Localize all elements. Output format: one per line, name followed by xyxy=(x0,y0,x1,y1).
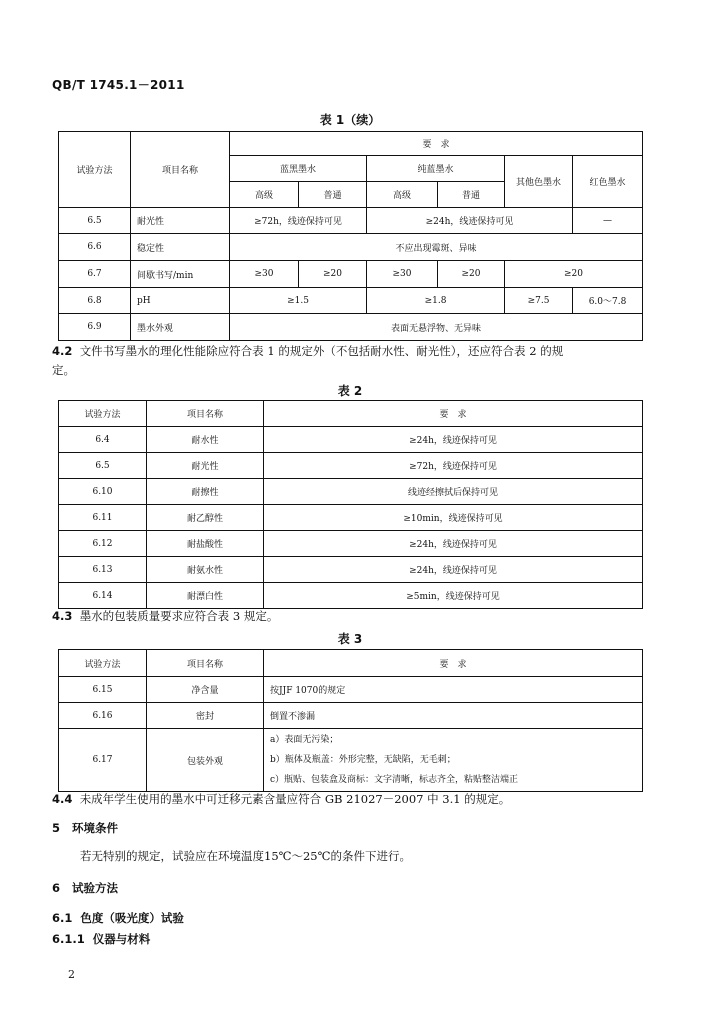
cell-req: 按JJF 1070的规定 xyxy=(264,677,643,703)
cell-method: 6.7 xyxy=(59,261,131,288)
section-title: 试验方法 xyxy=(72,881,119,895)
cell-method: 6.13 xyxy=(59,557,147,583)
cell-method: 6.12 xyxy=(59,531,147,557)
cell-item: 耐水性 xyxy=(147,427,264,453)
cell-item: 包装外观 xyxy=(147,729,264,792)
t1-head-normal: 普通 xyxy=(438,182,505,208)
section-6-heading xyxy=(52,880,118,896)
cell-item: 耐光性 xyxy=(147,453,264,479)
cell-req: ≥7.5 xyxy=(505,288,573,314)
cell-item: 耐氨水性 xyxy=(147,557,264,583)
cell-req: ≥24h，线迹保持可见 xyxy=(264,427,643,453)
section-number: 6.1 xyxy=(52,911,73,925)
clause-text: 定。 xyxy=(52,363,75,377)
cell-req: 线迹经擦拭后保持可见 xyxy=(264,479,643,505)
cell-method: 6.5 xyxy=(59,453,147,479)
t2-head-req: 要 求 xyxy=(264,401,643,427)
t3-head-item: 项目名称 xyxy=(147,650,264,677)
cell-item: pH xyxy=(131,288,230,314)
section-5-heading xyxy=(52,820,118,836)
page-number: 2 xyxy=(68,968,75,981)
t1-head-blue-black: 蓝黑墨水 xyxy=(230,156,367,182)
t2-head-method: 试验方法 xyxy=(59,401,147,427)
cell-item: 净含量 xyxy=(147,677,264,703)
t1-head-senior: 高级 xyxy=(230,182,299,208)
section-5-text: 若无特别的规定，试验应在环境温度15℃～25℃的条件下进行。 xyxy=(80,849,411,863)
cell-method: 6.11 xyxy=(59,505,147,531)
table-row xyxy=(59,557,643,583)
cell-req: ≥24h，线迹保持可见 xyxy=(367,208,573,234)
table-row xyxy=(59,234,643,261)
cell-method: 6.9 xyxy=(59,314,131,341)
para-4-2 xyxy=(52,342,652,380)
standard-code: QB/T 1745.1－2011 xyxy=(52,78,185,92)
table-row xyxy=(59,505,643,531)
cell-req: 6.0～7.8 xyxy=(573,288,643,314)
cell-req: ≥5min，线迹保持可见 xyxy=(264,583,643,609)
cell-item: 间歇书写/min xyxy=(131,261,230,288)
t1-head-senior: 高级 xyxy=(367,182,438,208)
t1-head-red: 红色墨水 xyxy=(573,156,643,208)
clause-number: 4.3 xyxy=(52,609,73,623)
clause-number: 4.2 xyxy=(52,344,73,358)
section-number: 6 xyxy=(52,881,61,895)
cell-method: 6.15 xyxy=(59,677,147,703)
cell-method: 6.6 xyxy=(59,234,131,261)
clause-number: 4.4 xyxy=(52,792,73,806)
clause-text: 未成年学生使用的墨水中可迁移元素含量应符合 GB 21027－2007 中 3.1 的规定。 xyxy=(79,792,511,806)
table1 xyxy=(58,131,643,341)
cell-req-list xyxy=(264,729,643,792)
t1-head-method: 试验方法 xyxy=(59,132,131,208)
cell-req: 不应出现霉斑、异味 xyxy=(230,234,643,261)
table2-title: 表 2 xyxy=(337,384,363,398)
section-title: 色度（吸光度）试验 xyxy=(80,911,184,925)
req-item: c）瓶贴、包装盒及商标：文字清晰，标志齐全，粘贴整洁端正 xyxy=(270,775,519,785)
cell-req: ≥1.8 xyxy=(367,288,505,314)
clause-text: 文件书写墨水的理化性能除应符合表 1 的规定外（不包括耐水性、耐光性），还应符合表 2 的规 xyxy=(79,344,564,358)
cell-item: 墨水外观 xyxy=(131,314,230,341)
cell-item: 稳定性 xyxy=(131,234,230,261)
cell-req: ≥30 xyxy=(230,261,299,288)
table-row xyxy=(59,583,643,609)
t2-head-item: 项目名称 xyxy=(147,401,264,427)
table-row xyxy=(59,288,643,314)
section-6-1-heading xyxy=(52,910,184,926)
t1-head-pure-blue: 纯蓝墨水 xyxy=(367,156,505,182)
cell-req: ≥1.5 xyxy=(230,288,367,314)
table-row xyxy=(59,479,643,505)
req-item: a）表面无污染； xyxy=(270,735,339,745)
t1-head-item: 项目名称 xyxy=(131,132,230,208)
table3 xyxy=(58,649,643,792)
section-title: 仪器与材料 xyxy=(92,932,151,946)
cell-method: 6.4 xyxy=(59,427,147,453)
cell-req: ≥72h，线迹保持可见 xyxy=(264,453,643,479)
cell-method: 6.14 xyxy=(59,583,147,609)
table3-title: 表 3 xyxy=(337,632,363,646)
cell-item: 耐漂白性 xyxy=(147,583,264,609)
table-row xyxy=(59,261,643,288)
cell-req: — xyxy=(573,208,643,234)
cell-item: 耐擦性 xyxy=(147,479,264,505)
cell-req: ≥30 xyxy=(367,261,438,288)
cell-item: 密封 xyxy=(147,703,264,729)
t1-head-req: 要 求 xyxy=(230,132,643,156)
cell-req: ≥72h，线迹保持可见 xyxy=(230,208,367,234)
section-title: 环境条件 xyxy=(72,821,119,835)
table-row xyxy=(59,453,643,479)
table-row xyxy=(59,729,643,792)
t3-head-req: 要 求 xyxy=(264,650,643,677)
section-number: 6.1.1 xyxy=(52,932,85,946)
para-4-4 xyxy=(52,790,672,809)
cell-req: ≥24h，线迹保持可见 xyxy=(264,531,643,557)
cell-method: 6.17 xyxy=(59,729,147,792)
table1-title: 表 1（续） xyxy=(319,113,381,127)
table-row xyxy=(59,208,643,234)
clause-text: 墨水的包装质量要求应符合表 3 规定。 xyxy=(79,609,279,623)
cell-method: 6.8 xyxy=(59,288,131,314)
req-item: b）瓶体及瓶盖：外形完整，无缺陷，无毛刺； xyxy=(270,755,456,765)
table-row xyxy=(59,677,643,703)
table2 xyxy=(58,400,643,609)
cell-item: 耐乙醇性 xyxy=(147,505,264,531)
table-row xyxy=(59,314,643,341)
cell-method: 6.10 xyxy=(59,479,147,505)
table-row xyxy=(59,531,643,557)
section-number: 5 xyxy=(52,821,61,835)
cell-req: ≥20 xyxy=(438,261,505,288)
section-6-1-1-heading xyxy=(52,931,150,947)
cell-req: 表面无悬浮物、无异味 xyxy=(230,314,643,341)
cell-req: ≥10min，线迹保持可见 xyxy=(264,505,643,531)
cell-item: 耐光性 xyxy=(131,208,230,234)
cell-method: 6.16 xyxy=(59,703,147,729)
cell-req: 倒置不渗漏 xyxy=(264,703,643,729)
table-row xyxy=(59,703,643,729)
cell-req: ≥20 xyxy=(299,261,367,288)
cell-req: ≥24h，线迹保持可见 xyxy=(264,557,643,583)
table-row xyxy=(59,427,643,453)
para-4-3 xyxy=(52,607,652,626)
cell-method: 6.5 xyxy=(59,208,131,234)
cell-req: ≥20 xyxy=(505,261,643,288)
t3-head-method: 试验方法 xyxy=(59,650,147,677)
cell-item: 耐盐酸性 xyxy=(147,531,264,557)
t1-head-other: 其他色墨水 xyxy=(505,156,573,208)
t1-head-normal: 普通 xyxy=(299,182,367,208)
